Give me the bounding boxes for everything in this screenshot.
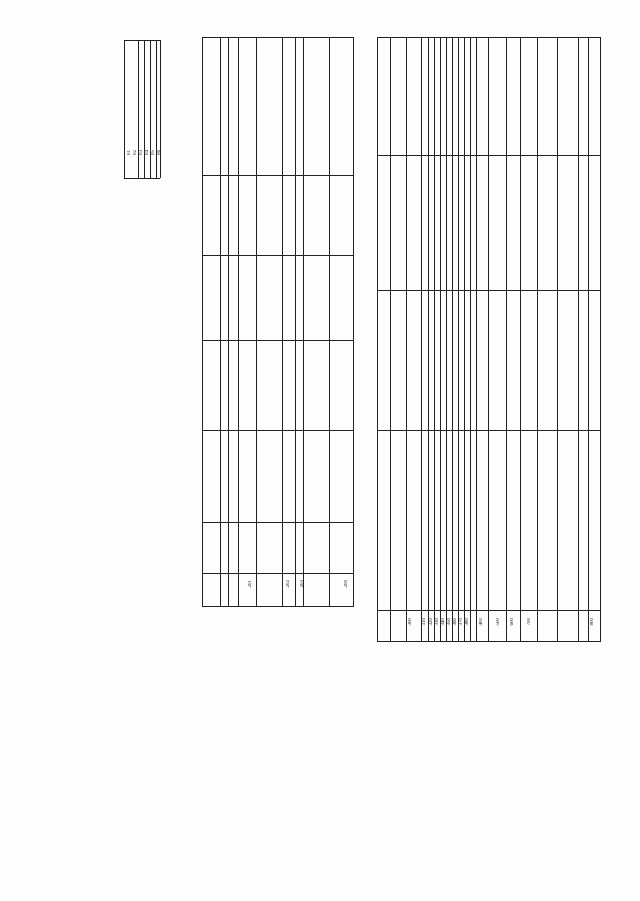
table1-code-209: 209 [344,580,349,588]
table2-code-370: 370 [459,618,464,626]
code-05: 05 [151,150,156,155]
code-04: 04 [145,150,150,155]
table1-code-202: 202 [286,580,291,588]
table2-code-330: 330 [435,618,440,626]
code-02: 02 [133,150,138,155]
table2-code-700: 700 [527,618,532,626]
code-06: 06 [157,150,162,155]
table1-code-201: 201 [248,580,253,588]
table2-code-500: 500 [496,618,501,626]
table2-code-380: 380 [465,618,470,626]
table2-code-320: 320 [429,618,434,626]
table2-code-800: 800 [590,618,595,626]
table2-code-600: 600 [510,618,515,626]
table2-code-350: 350 [447,618,452,626]
code-03: 03 [139,150,144,155]
table2-code-340: 340 [441,618,446,626]
table2-code-400: 400 [479,618,484,626]
table2-code-310: 310 [422,618,427,626]
table2-code-360: 360 [453,618,458,626]
table1-code-203: 203 [300,580,305,588]
table2-code-300: 300 [408,618,413,626]
code-01: 01 [127,150,132,155]
